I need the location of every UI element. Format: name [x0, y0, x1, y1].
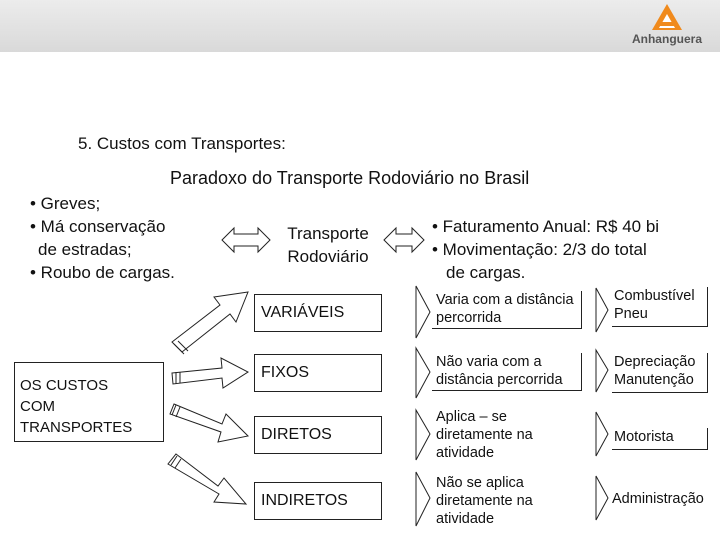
arrow-to-indiretos-icon [168, 454, 246, 504]
description-fixos: Não varia com a distância percorrida [432, 353, 582, 391]
bullet-strikes: • Greves; [30, 194, 101, 213]
center-label-line2: Rodoviário [287, 247, 369, 266]
category-label: DIRETOS [261, 426, 332, 443]
category-box-fixos [254, 354, 382, 392]
costs-box-line3: TRANSPORTES [20, 419, 133, 436]
costs-box [14, 362, 164, 442]
category-label: INDIRETOS [261, 492, 348, 509]
chevron-ex-fixos-icon [596, 350, 608, 392]
example-diretos: Motorista [612, 428, 708, 450]
costs-box-line1: OS CUSTOS [20, 377, 109, 394]
chevron-fixos-icon [416, 348, 430, 398]
example-variaveis: Combustível Pneu [612, 287, 708, 327]
chevron-variaveis-icon [416, 286, 430, 338]
slide-subtitle: Paradoxo do Transporte Rodoviário no Brasil [170, 168, 530, 188]
double-arrow-right-icon [384, 228, 424, 252]
description-variaveis: Varia com a distância percorrida [432, 291, 582, 329]
bullet-movement: • Movimentação: 2/3 do total [432, 240, 647, 259]
example-fixos: Depreciação Manutenção [612, 353, 708, 393]
chevron-ex-indiretos-icon [596, 476, 608, 520]
costs-box-line2: COM [20, 398, 55, 415]
category-box-indiretos [254, 482, 382, 520]
category-label: FIXOS [261, 364, 310, 381]
description-indiretos: Não se aplica diretamente na atividade [436, 475, 533, 527]
bullet-annual-revenue: • Faturamento Anual: R$ 40 bi [432, 217, 660, 236]
chevron-ex-variaveis-icon [596, 288, 608, 332]
chevron-indiretos-icon [416, 472, 430, 526]
description-diretos: Aplica – se diretamente na atividade [436, 409, 533, 461]
category-box-diretos [254, 416, 382, 454]
bullet-poor-conservation: • Má conservação [30, 217, 166, 236]
arrow-to-diretos-icon [170, 404, 248, 442]
chevron-diretos-icon [416, 410, 430, 460]
double-arrow-left-icon [222, 228, 270, 252]
bullet-cargo-theft: • Roubo de cargas. [30, 263, 175, 282]
category-box-variaveis [254, 294, 382, 332]
bullet-roads: de estradas; [38, 240, 132, 259]
center-label-line1: Transporte [287, 224, 369, 243]
slide-title: 5. Custos com Transportes: [78, 134, 286, 153]
category-label: VARIÁVEIS [261, 304, 345, 321]
logo-text: Anhanguera [631, 32, 702, 46]
example-indiretos: Administração [612, 491, 704, 507]
arrow-to-fixos-icon [172, 358, 248, 388]
arrow-to-variaveis-icon [172, 292, 248, 354]
chevron-ex-diretos-icon [596, 412, 608, 456]
bullet-cargo: de cargas. [446, 263, 526, 282]
